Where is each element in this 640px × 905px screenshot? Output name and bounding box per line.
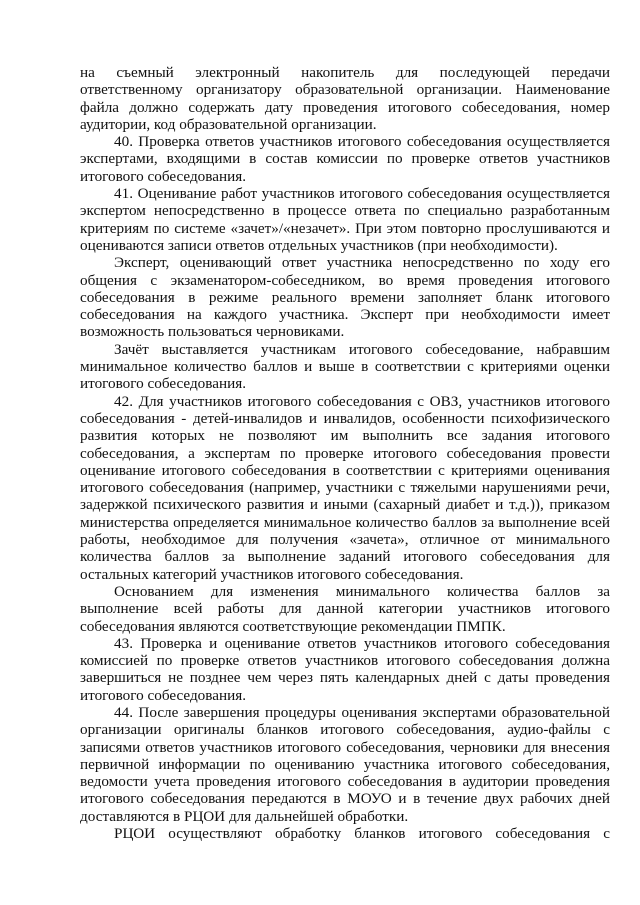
paragraph-item-41: 41. Оценивание работ участников итогового собеседования осуществляется экспертом непосредственно в процессе ответа по специально разработанным критериям по системе «зачет»/«незачет». При этом повторно прослушиваются и оцениваются записи ответов отдельных участников (при необходимости). [80,185,610,254]
document-page [80,64,610,842]
paragraph-item-44: 44. После завершения процедуры оценивания экспертами образовательной организации оригиналы бланков итогового собеседования, аудио-файлы с записями ответов участников итогового собеседования, черновики для внесения первичной информации по оцениванию участника итогового собеседования, ведомости учета проведения итогового собеседования в аудитории проведения итогового собеседования передаются в МОУО и в течение двух рабочих дней доставляются в РЦОИ для дальнейшей обработки. [80,703,610,825]
paragraph-item-42: 42. Для участников итогового собеседования с ОВЗ, участников итогового собеседования - детей-инвалидов и инвалидов, особенности психофизического развития которых не позволяют им выполнить все задания итогового собеседования, а экспертам по проверке итогового собеседования провести оценивание итогового собеседования в соответствии с критериями оценивания итогового собеседования (например, участники с тяжелыми нарушениями речи, задержкой психического развития и иными (сахарный диабет и т.д.)), приказом министерства определяется минимальное количество баллов за выполнение всей работы, необходимое для получения «зачета», отличное от минимального количества баллов за выполнение заданий итогового собеседования для остальных категорий участников итогового собеседования. [80,392,610,583]
paragraph-pmpk-basis: Основанием для изменения минимального количества баллов за выполнение всей работы для данной категории участников итогового собеседования являются соответствующие рекомендации ПМПК. [80,582,610,635]
paragraph-item-40: 40. Проверка ответов участников итогового собеседования осуществляется экспертами, входящими в состав комиссии по проверке ответов участников итогового собеседования. [80,133,610,185]
paragraph-item-43: 43. Проверка и оценивание ответов участников итогового собеседования комиссией по проверке ответов участников итогового собеседования должна завершиться не позднее чем через пять календарных дней с даты проведения итогового собеседования. [80,634,610,704]
paragraph-expert-evaluation: Эксперт, оценивающий ответ участника непосредственно по ходу его общения с экзаменатором-собеседником, во время проведения итогового собеседования в режиме реального времени заполняет бланк итогового собеседования на каждого участника. Эксперт при необходимости имеет возможность пользоваться черновиками. [80,254,610,341]
paragraph-file-naming: на съемный электронный накопитель для последующей передачи ответственному организатору образовательной организации. Наименование файла должно содержать дату проведения итогового собеседования, номер аудитории, код образовательной организации. [80,64,610,133]
paragraph-pass-criteria: Зачёт выставляется участникам итогового собеседование, набравшим минимальное количество баллов и выше в соответствии с критериями оценки итогового собеседования. [80,340,610,393]
paragraph-rcoi-processing: РЦОИ осуществляют обработку бланков итогового собеседования с [114,825,610,843]
